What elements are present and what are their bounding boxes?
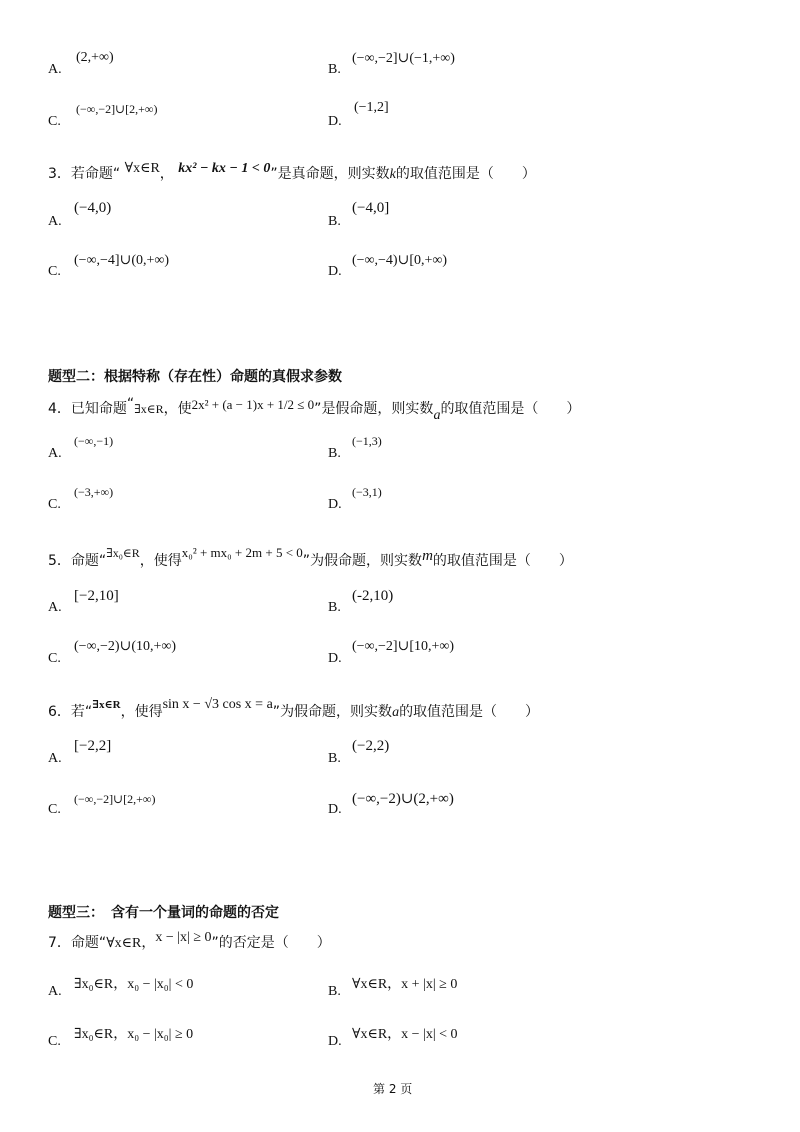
- q3-quantifier: ∀x∈R: [124, 161, 160, 176]
- q7-option-c-label: C.: [48, 1034, 61, 1049]
- q3-stem: [48, 163, 536, 183]
- q7-option-b-quantifier: ∀x∈R: [352, 977, 388, 992]
- q7-option-c-sep: ，: [113, 1027, 128, 1042]
- q3-option-a: (−4,0): [74, 200, 112, 216]
- q7-option-a-sep: ，: [113, 977, 128, 992]
- q4-condition: 2x² + (a − 1)x + 1/2 ≤ 0: [191, 397, 315, 412]
- q6-option-d-label: D.: [328, 802, 342, 817]
- q7-quantifier: ∀x∈R: [106, 936, 142, 951]
- q6-stem: [48, 697, 540, 721]
- q5-condition: x₀² + mx₀ + 2m + 5 < 0: [181, 545, 303, 560]
- q4-option-d-label: D.: [328, 497, 342, 512]
- q5-quantifier: ∃x₀∈R: [106, 546, 140, 560]
- q4-option-a-label: A.: [48, 446, 62, 461]
- q3-option-a-label: A.: [48, 214, 62, 229]
- q7-option-b-sep: ，: [387, 977, 402, 992]
- q3-option-c-label: C.: [48, 264, 61, 279]
- q4-stem: [48, 396, 581, 423]
- q4-open-quote: “: [126, 396, 135, 412]
- q2-option-a-label: A.: [48, 62, 62, 77]
- q7-option-b-label: B.: [328, 984, 341, 999]
- q6-option-b: (−2,2): [352, 738, 390, 754]
- q6-text: 为假命题，则实数: [280, 704, 393, 720]
- q4-option-c-label: C.: [48, 497, 61, 512]
- q5-option-b: (-2,10): [352, 588, 394, 604]
- q6-option-c-label: C.: [48, 802, 61, 817]
- q3-var: k: [389, 167, 396, 182]
- q6-number: 6．若: [48, 704, 85, 720]
- section-heading-2: 题型二：根据特称（存在性）命题的真假求参数: [48, 369, 342, 385]
- q7-option-b: [352, 973, 457, 993]
- q2-option-b-label: B.: [328, 62, 341, 77]
- q2-option-c-label: C.: [48, 114, 61, 129]
- q5-text2: 的取值范围是（ ）: [432, 553, 573, 569]
- q3-text2: 的取值范围是（ ）: [395, 166, 536, 182]
- q7-option-d-quantifier: ∀x∈R: [352, 1027, 388, 1042]
- q7-option-d-expr: x − |x| < 0: [401, 1027, 458, 1042]
- q3-sep: ，: [159, 166, 174, 182]
- q4-option-b-label: B.: [328, 446, 341, 461]
- q5-option-d: (−∞,−2]∪[10,+∞): [352, 639, 455, 654]
- q7-stem: [48, 932, 331, 952]
- q5-var: m: [422, 548, 433, 564]
- q2-option-b: (−∞,−2]∪(−1,+∞): [352, 51, 455, 66]
- q7-option-b-expr: x + |x| ≥ 0: [401, 977, 458, 992]
- q2-option-d: (−1,2]: [354, 100, 389, 115]
- q6-option-c: (−∞,−2]∪[2,+∞): [74, 792, 156, 806]
- q7-option-c: [74, 1023, 193, 1043]
- q3-option-d-label: D.: [328, 264, 342, 279]
- q3-option-c: (−∞,−4]∪(0,+∞): [74, 253, 170, 268]
- q3-open-quote: “: [112, 166, 121, 182]
- q6-mid: ，使得: [120, 704, 163, 720]
- q5-open-quote: “: [98, 553, 107, 569]
- q6-option-b-label: B.: [328, 751, 341, 766]
- q7-option-d-label: D.: [328, 1034, 342, 1049]
- q3-close-quote: ”: [270, 166, 278, 182]
- q3-text: 是真命题，则实数: [277, 166, 390, 182]
- q5-option-a-label: A.: [48, 600, 62, 615]
- q6-condition: sin x − √3 cos x = a: [162, 697, 273, 712]
- q7-option-c-expr: x₀ − |x₀| ≥ 0: [127, 1027, 194, 1042]
- q5-close-quote: ”: [302, 553, 311, 569]
- q7-close-quote: ”: [211, 935, 219, 951]
- q5-stem: [48, 545, 573, 570]
- q6-option-a: [−2,2]: [74, 738, 112, 754]
- q4-text: 是假命题，则实数: [321, 401, 434, 417]
- q2-option-d-label: D.: [328, 114, 342, 129]
- q5-option-b-label: B.: [328, 600, 341, 615]
- q3-option-d: (−∞,−4)∪[0,+∞): [352, 253, 448, 268]
- q4-option-d: (−3,1): [352, 485, 382, 499]
- q5-option-d-label: D.: [328, 651, 342, 666]
- q7-option-d: [352, 1023, 458, 1043]
- q6-open-quote: “: [84, 704, 93, 720]
- q2-option-a: (2,+∞): [76, 50, 114, 65]
- q7-number: 7．命题: [48, 935, 99, 951]
- q7-option-a: [74, 973, 193, 993]
- q7-option-a-expr: x₀ − |x₀| < 0: [127, 977, 194, 992]
- q4-option-a: (−∞,−1): [74, 434, 114, 448]
- q5-text: 为假命题，则实数: [310, 553, 423, 569]
- q5-number: 5．命题: [48, 553, 99, 569]
- q6-option-d: (−∞,−2)∪(2,+∞): [352, 791, 454, 807]
- q5-option-c-label: C.: [48, 651, 61, 666]
- q5-option-a: [−2,10]: [74, 588, 119, 604]
- q5-mid: ，使得: [139, 553, 182, 569]
- q6-option-a-label: A.: [48, 751, 62, 766]
- q4-number: 4．已知命题: [48, 401, 127, 417]
- q2-option-c: (−∞,−2]∪[2,+∞): [76, 102, 158, 116]
- q7-option-c-quantifier: ∃x₀∈R: [74, 1027, 114, 1042]
- q4-var: a: [433, 408, 441, 423]
- q5-option-c: (−∞,−2)∪(10,+∞): [74, 639, 177, 654]
- q4-quantifier: ∃x∈R: [134, 402, 164, 416]
- q6-quantifier: ∃x∈R: [92, 699, 121, 711]
- q6-var: a: [392, 705, 400, 720]
- q3-condition: kx² − kx − 1 < 0: [178, 161, 271, 176]
- q6-close-quote: ”: [272, 704, 281, 720]
- page-number: 第 2 页: [373, 1082, 413, 1096]
- q6-text2: 的取值范围是（ ）: [399, 704, 540, 720]
- q3-option-b: (−4,0]: [352, 200, 390, 216]
- q7-option-a-quantifier: ∃x₀∈R: [74, 977, 114, 992]
- q3-number: 3．若命题: [48, 166, 113, 182]
- q7-option-a-label: A.: [48, 984, 62, 999]
- q4-option-b: (−1,3): [352, 434, 382, 448]
- q7-option-d-sep: ，: [387, 1027, 402, 1042]
- q7-text: 的否定是（ ）: [218, 935, 331, 951]
- q7-sep: ，: [141, 935, 156, 951]
- q4-mid: ，使: [163, 401, 192, 417]
- q4-close-quote: ”: [314, 401, 322, 417]
- q7-open-quote: “: [98, 935, 107, 951]
- q3-option-b-label: B.: [328, 214, 341, 229]
- q4-text2: 的取值范围是（ ）: [440, 401, 581, 417]
- q7-condition: x − |x| ≥ 0: [155, 930, 212, 945]
- section-heading-3: 题型三： 含有一个量词的命题的否定: [48, 905, 279, 921]
- q4-option-c: (−3,+∞): [74, 485, 114, 499]
